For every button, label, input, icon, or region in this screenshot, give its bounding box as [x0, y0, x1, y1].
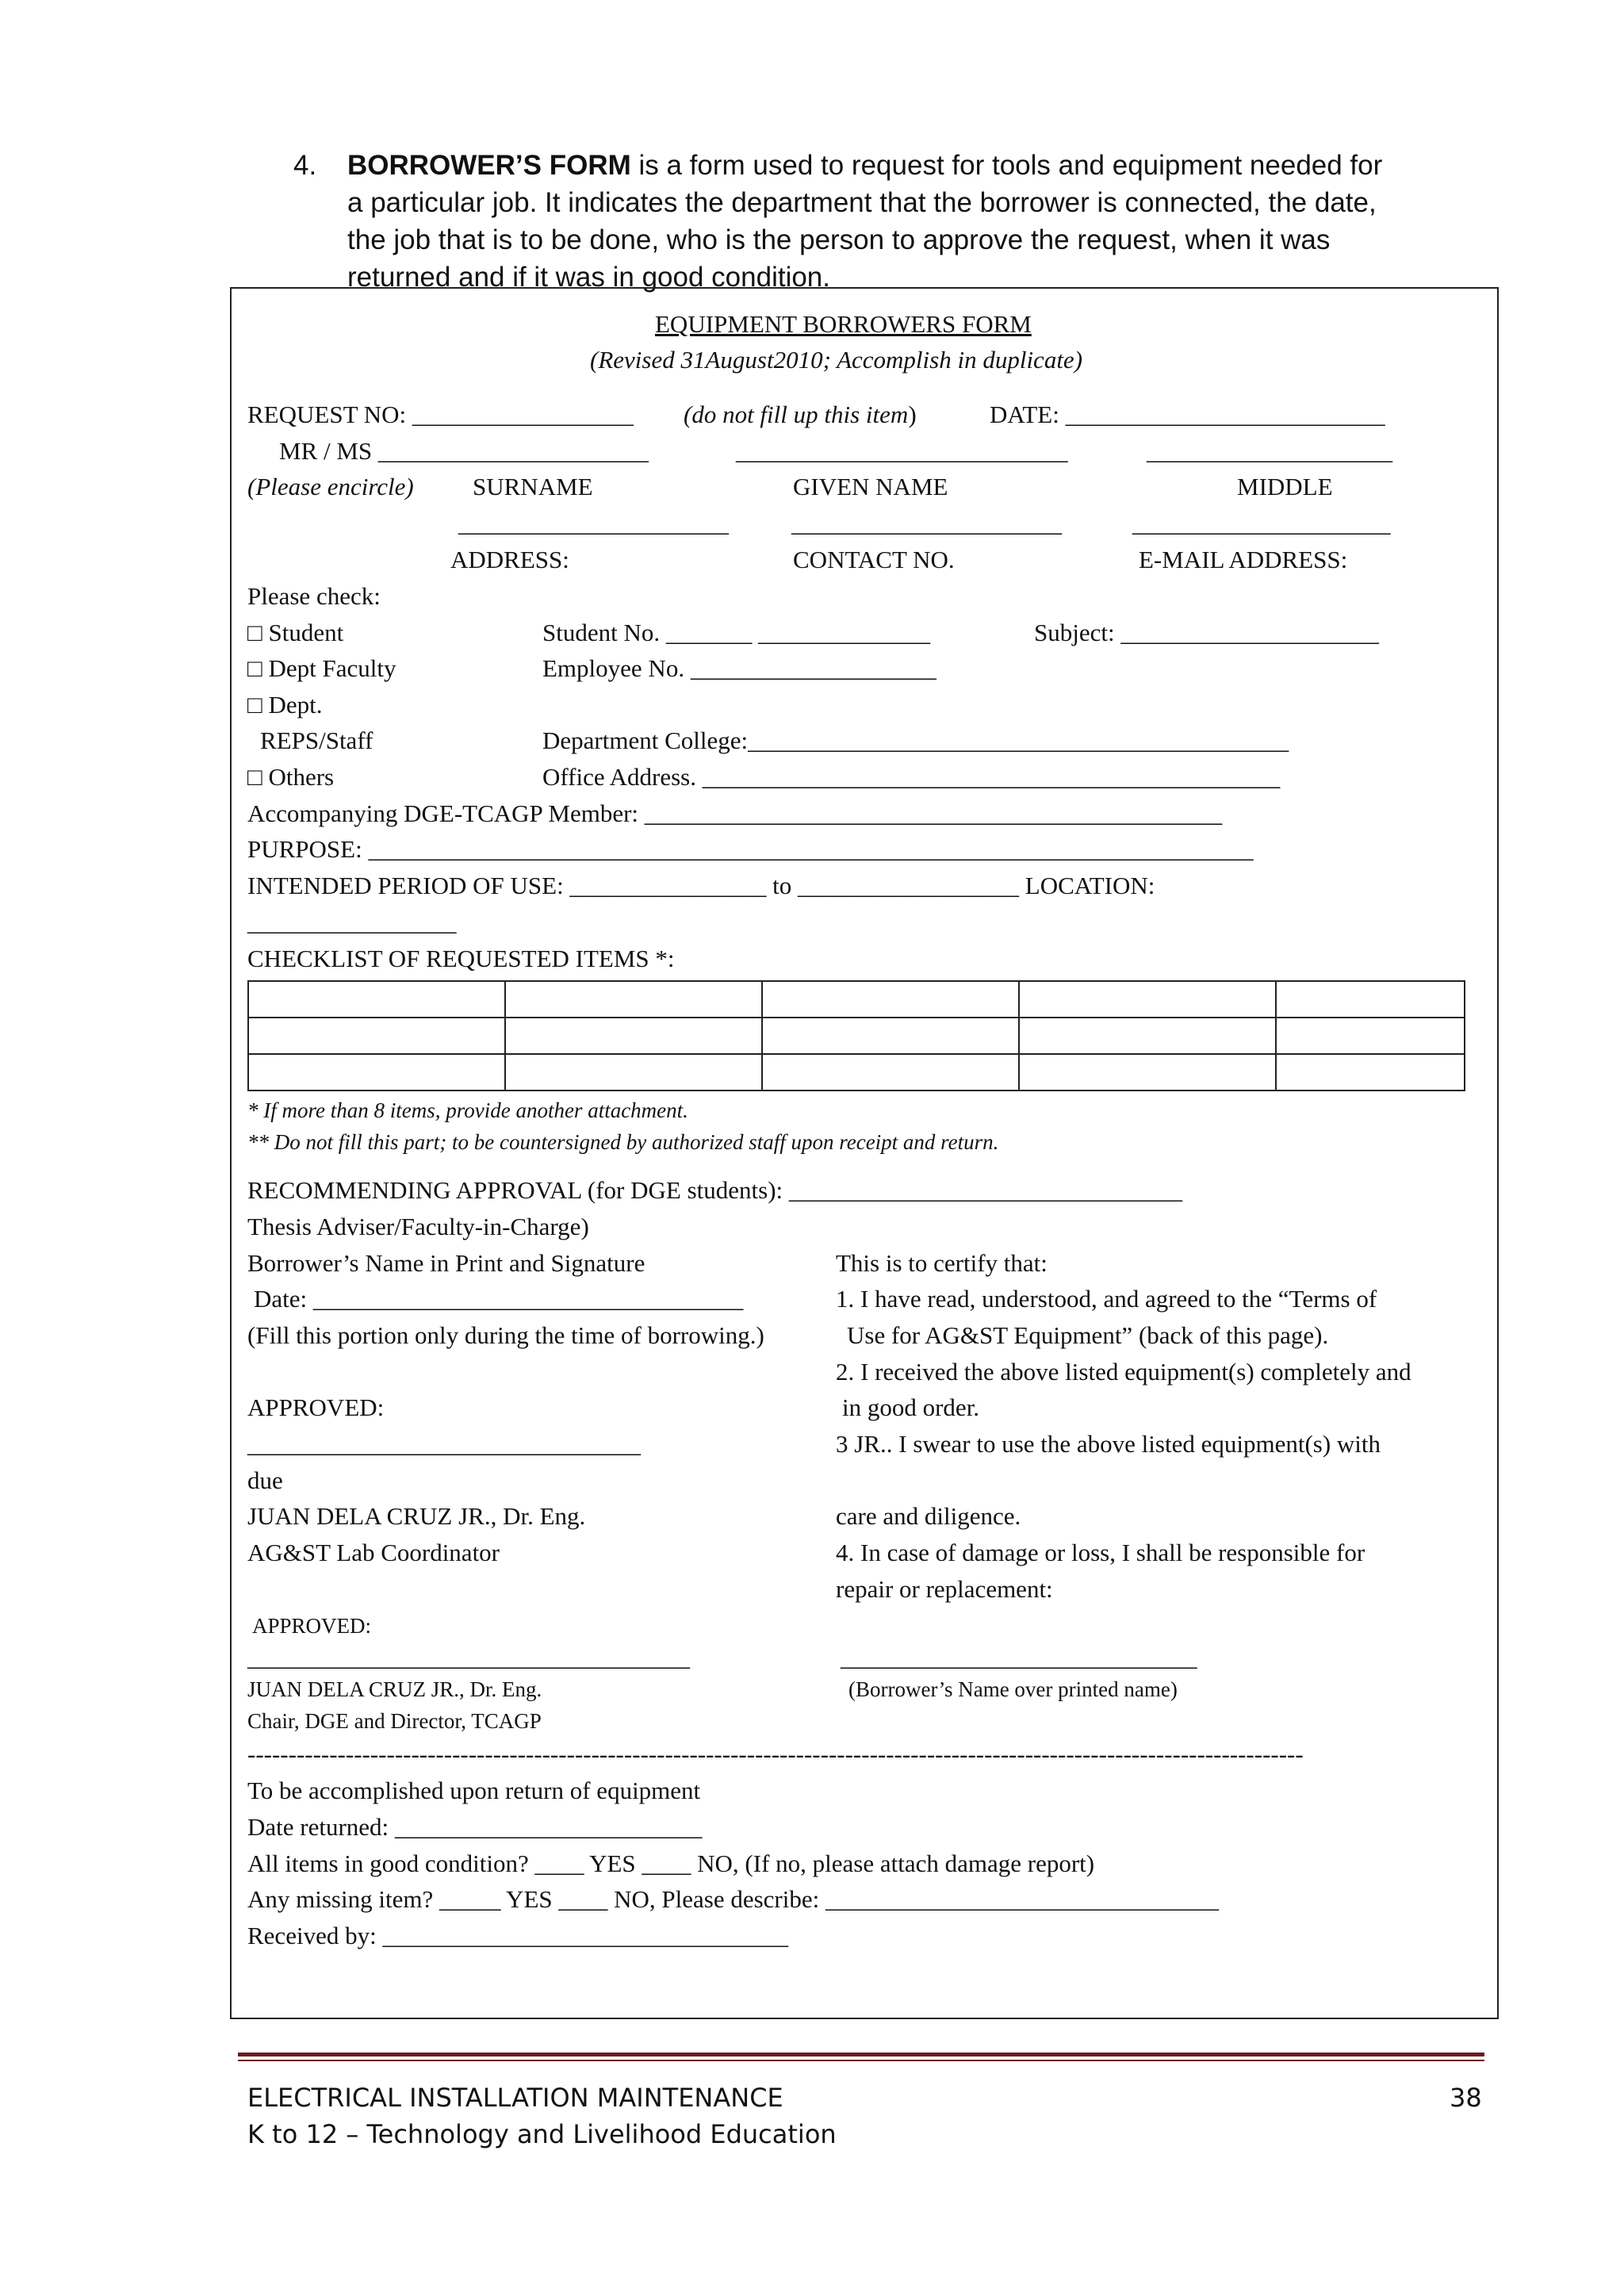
middle-name-blank[interactable]: ____________________	[1147, 437, 1392, 465]
table-cell[interactable]	[1276, 1018, 1465, 1054]
table-cell[interactable]	[248, 1054, 505, 1091]
request-no-field[interactable]: REQUEST NO: __________________	[247, 401, 634, 428]
borrower-name-label: Borrower’s Name in Print and Signature	[247, 1249, 645, 1277]
table-row	[248, 1054, 1465, 1091]
certify-line-7: 4. In case of damage or loss, I shall be responsible for	[836, 1539, 1365, 1566]
intro-line-4: returned and if it was in good condition.	[347, 262, 830, 293]
location-blank[interactable]: _________________	[247, 908, 457, 936]
middle-label: MIDDLE	[1237, 473, 1333, 500]
chair-name: JUAN DELA CRUZ JR., Dr. Eng.	[247, 1677, 542, 1701]
email-blank[interactable]: _____________________	[1132, 509, 1391, 537]
please-check-label: Please check:	[247, 582, 381, 610]
student-no-field[interactable]: Student No. _______ ______________	[542, 619, 931, 646]
table-cell[interactable]	[1276, 981, 1465, 1018]
page-number: 38	[1450, 2083, 1482, 2113]
table-cell[interactable]	[248, 1018, 505, 1054]
department-college-field[interactable]: Department College:____________________________________________	[542, 726, 1289, 754]
good-condition-field[interactable]: All items in good condition? ____ YES ____ NO, (If no, please attach damage report)	[247, 1849, 1095, 1877]
chair-role: Chair, DGE and Director, TCAGP	[247, 1709, 542, 1733]
date-field[interactable]: DATE: __________________________	[990, 401, 1385, 428]
surname-label: SURNAME	[473, 473, 593, 500]
certify-heading: This is to certify that:	[836, 1249, 1048, 1277]
intro-line-1-rest: is a form used to request for tools and equipment needed for	[630, 150, 1383, 181]
table-cell[interactable]	[1019, 1054, 1276, 1091]
table-cell[interactable]	[248, 981, 505, 1018]
approver-signature-line[interactable]: ________________________________	[247, 1430, 641, 1458]
table-row	[248, 1018, 1465, 1054]
table-cell[interactable]	[1019, 1018, 1276, 1054]
request-no-note: (do not fill up this item)	[684, 401, 917, 428]
certify-line-2: Use for AG&ST Equipment” (back of this page).	[847, 1321, 1329, 1349]
form-subtitle: (Revised 31August2010; Accomplish in duplicate)	[590, 346, 1083, 374]
employee-no-field[interactable]: Employee No. ____________________	[542, 654, 936, 682]
accompanying-member-field[interactable]: Accompanying DGE-TCAGP Member: _______________________________________________	[247, 799, 1223, 827]
dept-checkbox[interactable]: □ Dept.	[247, 691, 323, 719]
table-row	[248, 981, 1465, 1018]
table-cell[interactable]	[505, 981, 762, 1018]
table-cell[interactable]	[505, 1054, 762, 1091]
purpose-field[interactable]: PURPOSE: ________________________________________________________________________	[247, 835, 1254, 863]
certify-line-8: repair or replacement:	[836, 1575, 1053, 1603]
email-label: E-MAIL ADDRESS:	[1139, 546, 1348, 573]
contact-no-label: CONTACT NO.	[793, 546, 955, 573]
dept-faculty-checkbox[interactable]: □ Dept Faculty	[247, 654, 396, 682]
intro-line-2: a particular job. It indicates the department that the borrower is connected, the date,	[347, 187, 1377, 218]
borrower-signature-line[interactable]: _____________________________	[841, 1643, 1197, 1671]
borrower-name-note: (Borrower’s Name over printed name)	[848, 1677, 1178, 1701]
given-name-blank[interactable]: ___________________________	[736, 437, 1068, 465]
intro-term: BORROWER’S FORM	[347, 150, 631, 181]
table-cell[interactable]	[505, 1018, 762, 1054]
footnote-1: * If more than 8 items, provide another attachment.	[247, 1098, 688, 1122]
due-label: due	[247, 1466, 283, 1494]
intro-line-1	[347, 147, 1483, 184]
coordinator-name: JUAN DELA CRUZ JR., Dr. Eng.	[247, 1502, 586, 1530]
table-cell[interactable]	[1019, 981, 1276, 1018]
checklist-label: CHECKLIST OF REQUESTED ITEMS *:	[247, 945, 675, 972]
address-blank[interactable]: ______________________	[458, 509, 729, 537]
office-address-field[interactable]: Office Address. _______________________________________________	[542, 763, 1281, 791]
item-number: 4.	[293, 150, 317, 181]
certify-line-6: care and diligence.	[836, 1502, 1021, 1530]
table-cell[interactable]	[1276, 1054, 1465, 1091]
requested-items-table	[247, 980, 1465, 1091]
fill-portion-note: (Fill this portion only during the time of borrowing.)	[247, 1321, 764, 1349]
footer-rule-thin	[238, 2060, 1484, 2061]
certify-line-1: 1. I have read, understood, and agreed to the “Terms of	[836, 1285, 1377, 1313]
certify-line-3: 2. I received the above listed equipment(s) completely and	[836, 1358, 1411, 1386]
subject-field[interactable]: Subject: _____________________	[1034, 619, 1379, 646]
others-checkbox[interactable]: □ Others	[247, 763, 335, 791]
form-title: EQUIPMENT BORROWERS FORM	[655, 310, 1032, 338]
missing-item-field[interactable]: Any missing item? _____ YES ____ NO, Please describe: ________________________________	[247, 1885, 1219, 1913]
footer-subtitle: K to 12 – Technology and Livelihood Education	[247, 2119, 837, 2149]
footer-title: ELECTRICAL INSTALLATION MAINTENANCE	[247, 2083, 783, 2113]
recommending-approval-field[interactable]: RECOMMENDING APPROVAL (for DGE students): ________________________________	[247, 1176, 1182, 1204]
given-name-label: GIVEN NAME	[793, 473, 948, 500]
coordinator-role: AG&ST Lab Coordinator	[247, 1539, 500, 1566]
chair-signature-line[interactable]: ____________________________________	[247, 1643, 690, 1671]
approved-2-label: APPROVED:	[252, 1614, 372, 1638]
footnote-2: ** Do not fill this part; to be countersigned by authorized staff upon receipt and return.	[247, 1130, 999, 1154]
table-cell[interactable]	[762, 981, 1019, 1018]
mr-ms-field[interactable]: MR / MS ______________________	[279, 437, 649, 465]
student-checkbox[interactable]: □ Student	[247, 619, 344, 646]
approved-label: APPROVED:	[247, 1393, 385, 1421]
intro-paragraph	[293, 147, 1483, 296]
date-returned-field[interactable]: Date returned: _________________________	[247, 1813, 703, 1841]
table-cell[interactable]	[762, 1018, 1019, 1054]
contact-no-blank[interactable]: ______________________	[791, 509, 1062, 537]
divider: ---------------------------------------------------------------------------------------------------------------------------------	[247, 1740, 1304, 1768]
borrow-date-field[interactable]: Date: ___________________________________	[254, 1285, 744, 1313]
thesis-adviser-label: Thesis Adviser/Faculty-in-Charge)	[247, 1213, 589, 1240]
encircle-note: (Please encircle)	[247, 473, 414, 500]
table-cell[interactable]	[762, 1054, 1019, 1091]
address-label: ADDRESS:	[450, 546, 569, 573]
intro-line-3: the job that is to be done, who is the person to approve the request, when it was	[347, 224, 1331, 255]
reps-staff-label: REPS/Staff	[260, 726, 373, 754]
certify-line-4: in good order.	[842, 1393, 980, 1421]
intended-period-field[interactable]: INTENDED PERIOD OF USE: ________________ to __________________ LOCATION:	[247, 872, 1155, 899]
return-heading: To be accomplished upon return of equipment	[247, 1777, 701, 1804]
received-by-field[interactable]: Received by: _________________________________	[247, 1922, 788, 1949]
certify-line-5: 3 JR.. I swear to use the above listed equipment(s) with	[836, 1430, 1381, 1458]
footer-rule	[238, 2053, 1484, 2056]
